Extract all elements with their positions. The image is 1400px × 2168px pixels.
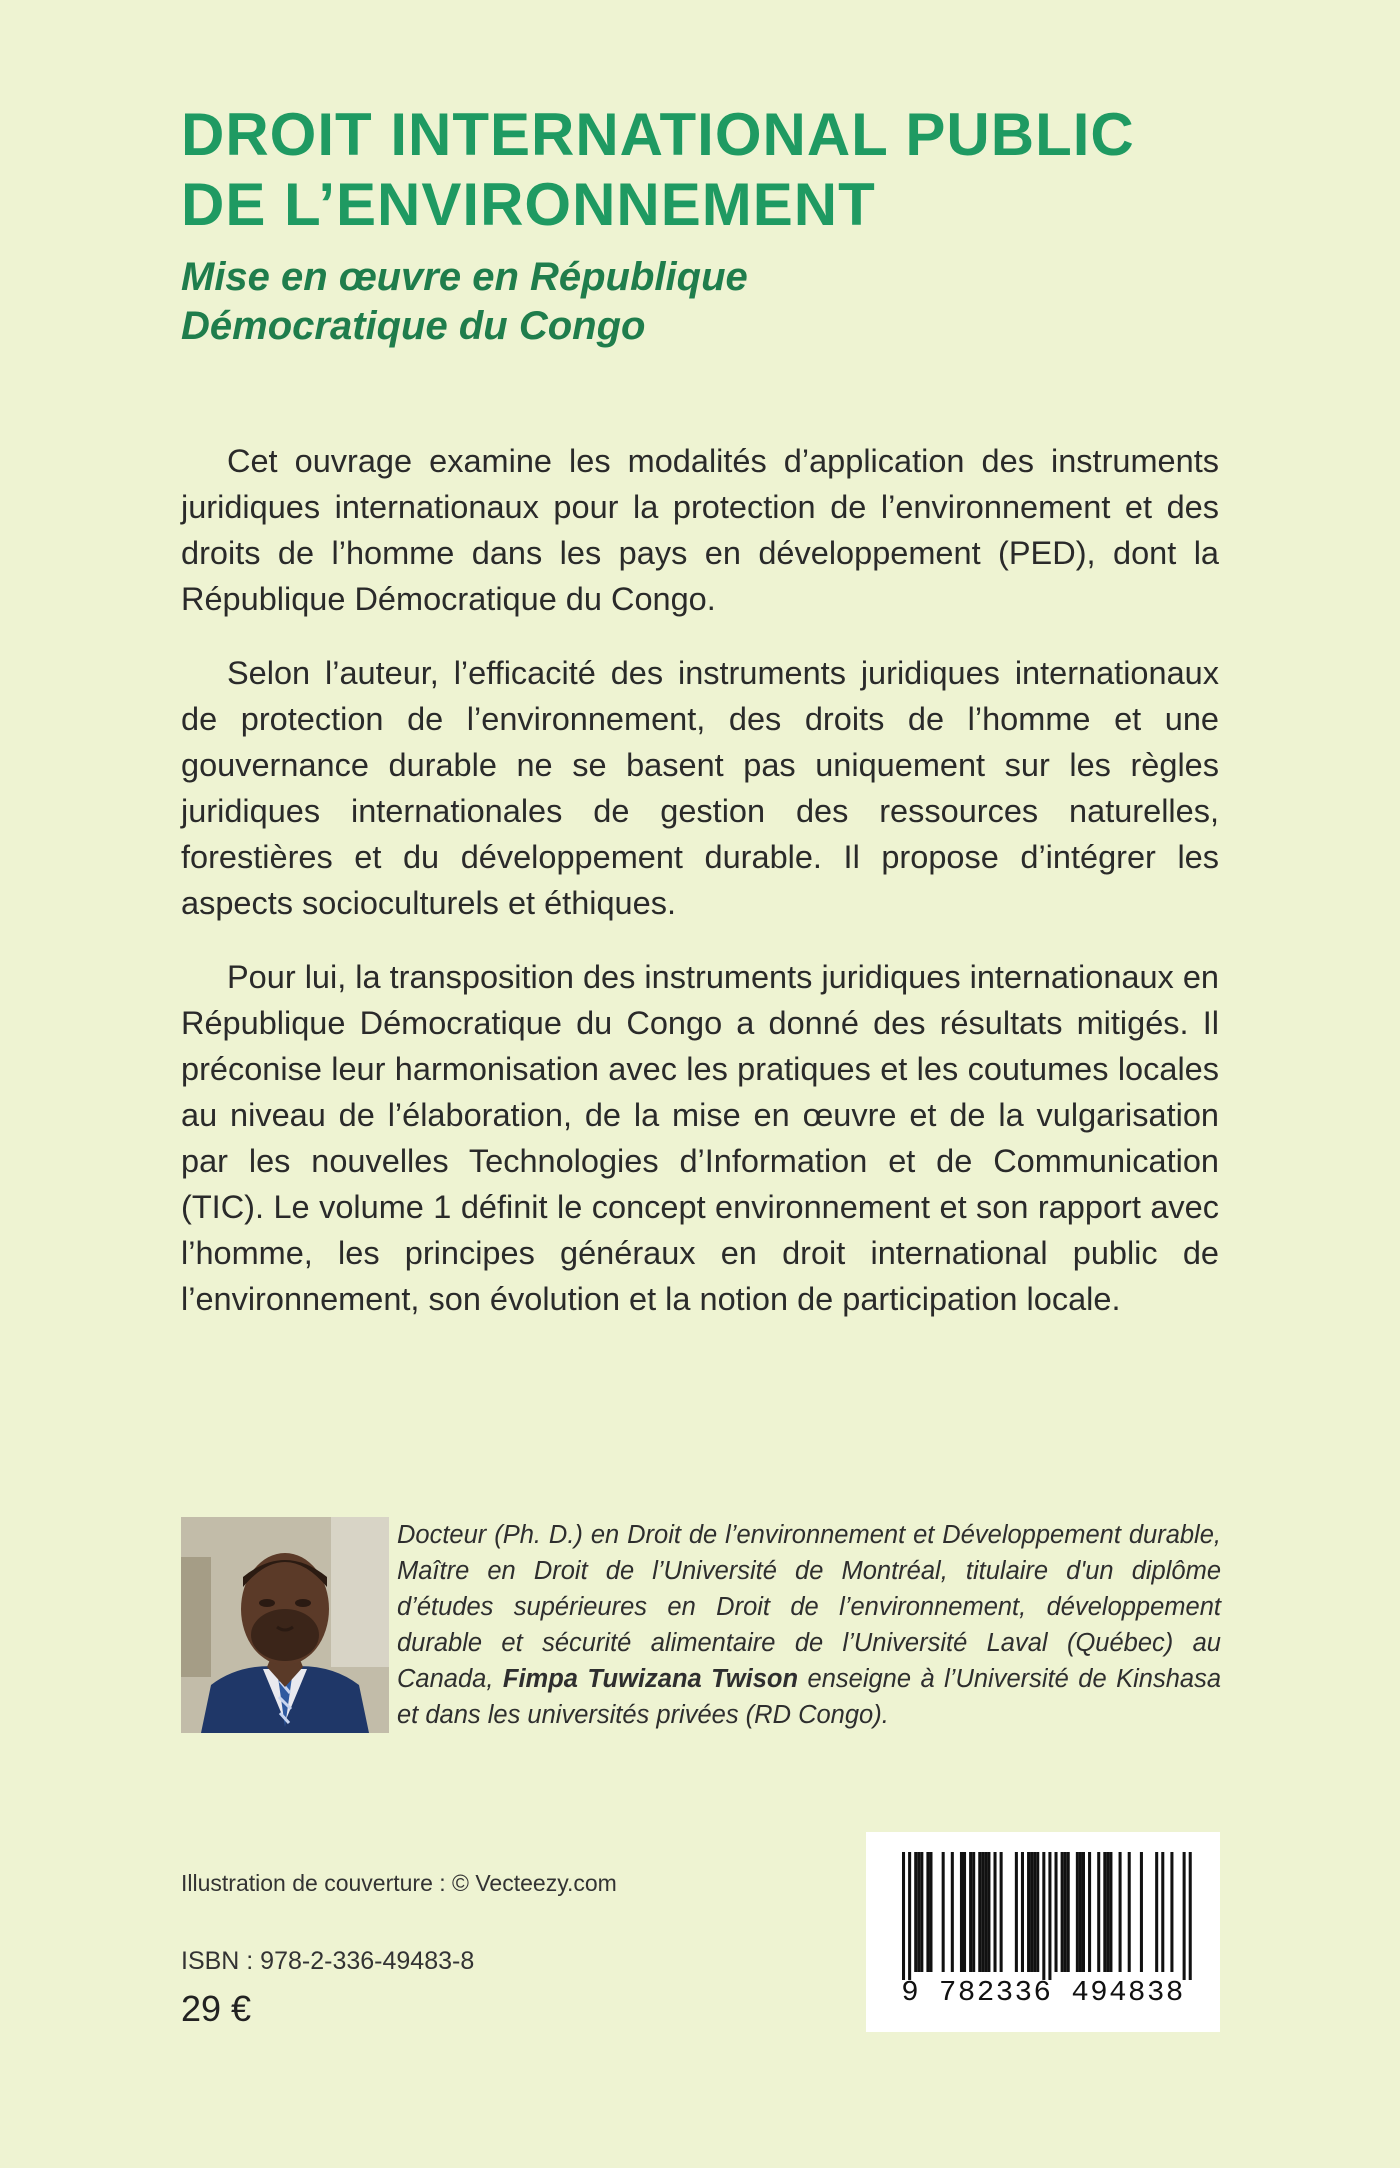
barcode-bar — [1064, 1852, 1067, 1972]
barcode-bar — [920, 1852, 923, 1972]
barcode-bar — [960, 1852, 963, 1972]
barcode-bar — [1033, 1852, 1036, 1972]
barcode-bar — [914, 1852, 917, 1972]
book-title-line-2: DE L’ENVIRONNEMENT — [181, 171, 876, 238]
author-section — [181, 1517, 1221, 1733]
barcode-bar — [984, 1852, 987, 1972]
barcode-bar — [951, 1852, 954, 1972]
barcode-bar — [972, 1852, 975, 1972]
summary-text — [181, 438, 1219, 1350]
barcode-bar — [1119, 1852, 1122, 1972]
summary-paragraph-1: Cet ouvrage examine les modalités d’application des instruments juridiques internationaux pour la protection de l’environnement et des droits de l’homme dans les pays en développement (PED), dont la République Démocratique du Congo. — [181, 443, 1219, 617]
barcode-bar — [1067, 1852, 1070, 1972]
barcode-bar — [978, 1852, 981, 1972]
book-title — [181, 100, 1261, 240]
barcode-bar — [1048, 1852, 1051, 1980]
barcode-bar — [1128, 1852, 1131, 1972]
barcode-bar — [969, 1852, 972, 1972]
barcode-bar — [981, 1852, 984, 1972]
barcode-bar — [1106, 1852, 1109, 1972]
summary-paragraph-3: Pour lui, la transposition des instruments juridiques internationaux en République Démocratique du Congo a donné des résultats mitigés. Il préconise leur harmonisation avec les pratiques et les coutumes locales au niveau de l’élaboration, de la mise en œuvre et de la vulgarisation par les nouvelles Technologies d’Information et de Communication (TIC). Le volume 1 définit le concept environnement et son rapport avec l’homme, les principes généraux en droit international public de l’environnement, son évolution et la notion de participation locale. — [181, 959, 1219, 1317]
book-subtitle-line-2: Démocratique du Congo — [181, 304, 646, 348]
barcode-bar — [963, 1852, 966, 1972]
barcode-bar — [1183, 1852, 1186, 1980]
book-price: 29 € — [181, 1988, 252, 2029]
author-photo — [181, 1517, 389, 1733]
barcode-bar — [987, 1852, 990, 1972]
barcode-bar — [1079, 1852, 1082, 1972]
author-bio-intro: Docteur (Ph. D.) en Droit de l’environnement et Développement durable, Maître en Droit de l’Université de Montréal, titulaire d'un diplôme d’études supérieures en Droit de l’environnement, développement durable et sécurité alimentaire de l’Université Laval (Québec) au Canada, — [397, 1521, 1221, 1693]
barcode-bar — [1103, 1852, 1106, 1972]
book-title-line-1: DROIT INTERNATIONAL PUBLIC — [181, 101, 1135, 168]
author-name: Fimpa Tuwizana Twison — [502, 1665, 799, 1693]
barcode-bar — [908, 1852, 911, 1980]
barcode-bar — [1055, 1852, 1058, 1972]
illustration-credit: Illustration de couverture : © Vecteezy.com — [181, 1870, 617, 1896]
barcode-bar — [1027, 1852, 1030, 1972]
barcode-graphic — [866, 1832, 1220, 2032]
barcode-bar — [1088, 1852, 1091, 1972]
barcode-bar — [1036, 1852, 1039, 1972]
barcode-bar — [942, 1852, 945, 1972]
barcode-bar — [1109, 1852, 1112, 1972]
author-bio — [397, 1517, 1221, 1733]
barcode — [866, 1832, 1220, 2032]
barcode-bar — [1042, 1852, 1045, 1980]
barcode-bar — [1082, 1852, 1085, 1972]
barcode-bar — [1155, 1852, 1158, 1972]
barcode-bar — [926, 1852, 929, 1972]
barcode-bar — [1097, 1852, 1100, 1972]
summary-paragraph-2: Selon l’auteur, l’efficacité des instruments juridiques internationaux de protection de l’environnement, des droits de l’homme et une gouvernance durable ne se basent pas uniquement sur les règles juridiques internationales de gestion des ressources naturelles, forestières et du développement durable. Il propose d’intégrer les aspects socioculturels et éthiques. — [181, 655, 1219, 921]
barcode-bar — [1000, 1852, 1003, 1972]
barcode-bar — [994, 1852, 997, 1972]
barcode-bar — [1140, 1852, 1143, 1972]
barcode-bar — [929, 1852, 932, 1972]
author-bio-end: enseigne à l’Université de Kinshasa et dans les universités privées (RD Congo). — [397, 1665, 1222, 1729]
barcode-bars — [902, 1852, 1192, 1980]
barcode-bar — [917, 1852, 920, 1972]
barcode-digits: 9 782336 494838 — [901, 1976, 1185, 2009]
barcode-bar — [1170, 1852, 1173, 1972]
barcode-bar — [1076, 1852, 1079, 1972]
barcode-bar — [1015, 1852, 1018, 1972]
barcode-bar — [1161, 1852, 1164, 1972]
barcode-bar — [1021, 1852, 1024, 1972]
barcode-bar — [1189, 1852, 1192, 1980]
barcode-bar — [1061, 1852, 1064, 1972]
book-subtitle-line-1: Mise en œuvre en République — [181, 255, 748, 299]
author-portrait-image — [181, 1517, 389, 1733]
isbn-number: ISBN : 978-2-336-49483-8 — [181, 1947, 475, 1975]
book-subtitle — [181, 253, 1261, 351]
barcode-bar — [902, 1852, 905, 1980]
barcode-bar — [1030, 1852, 1033, 1972]
